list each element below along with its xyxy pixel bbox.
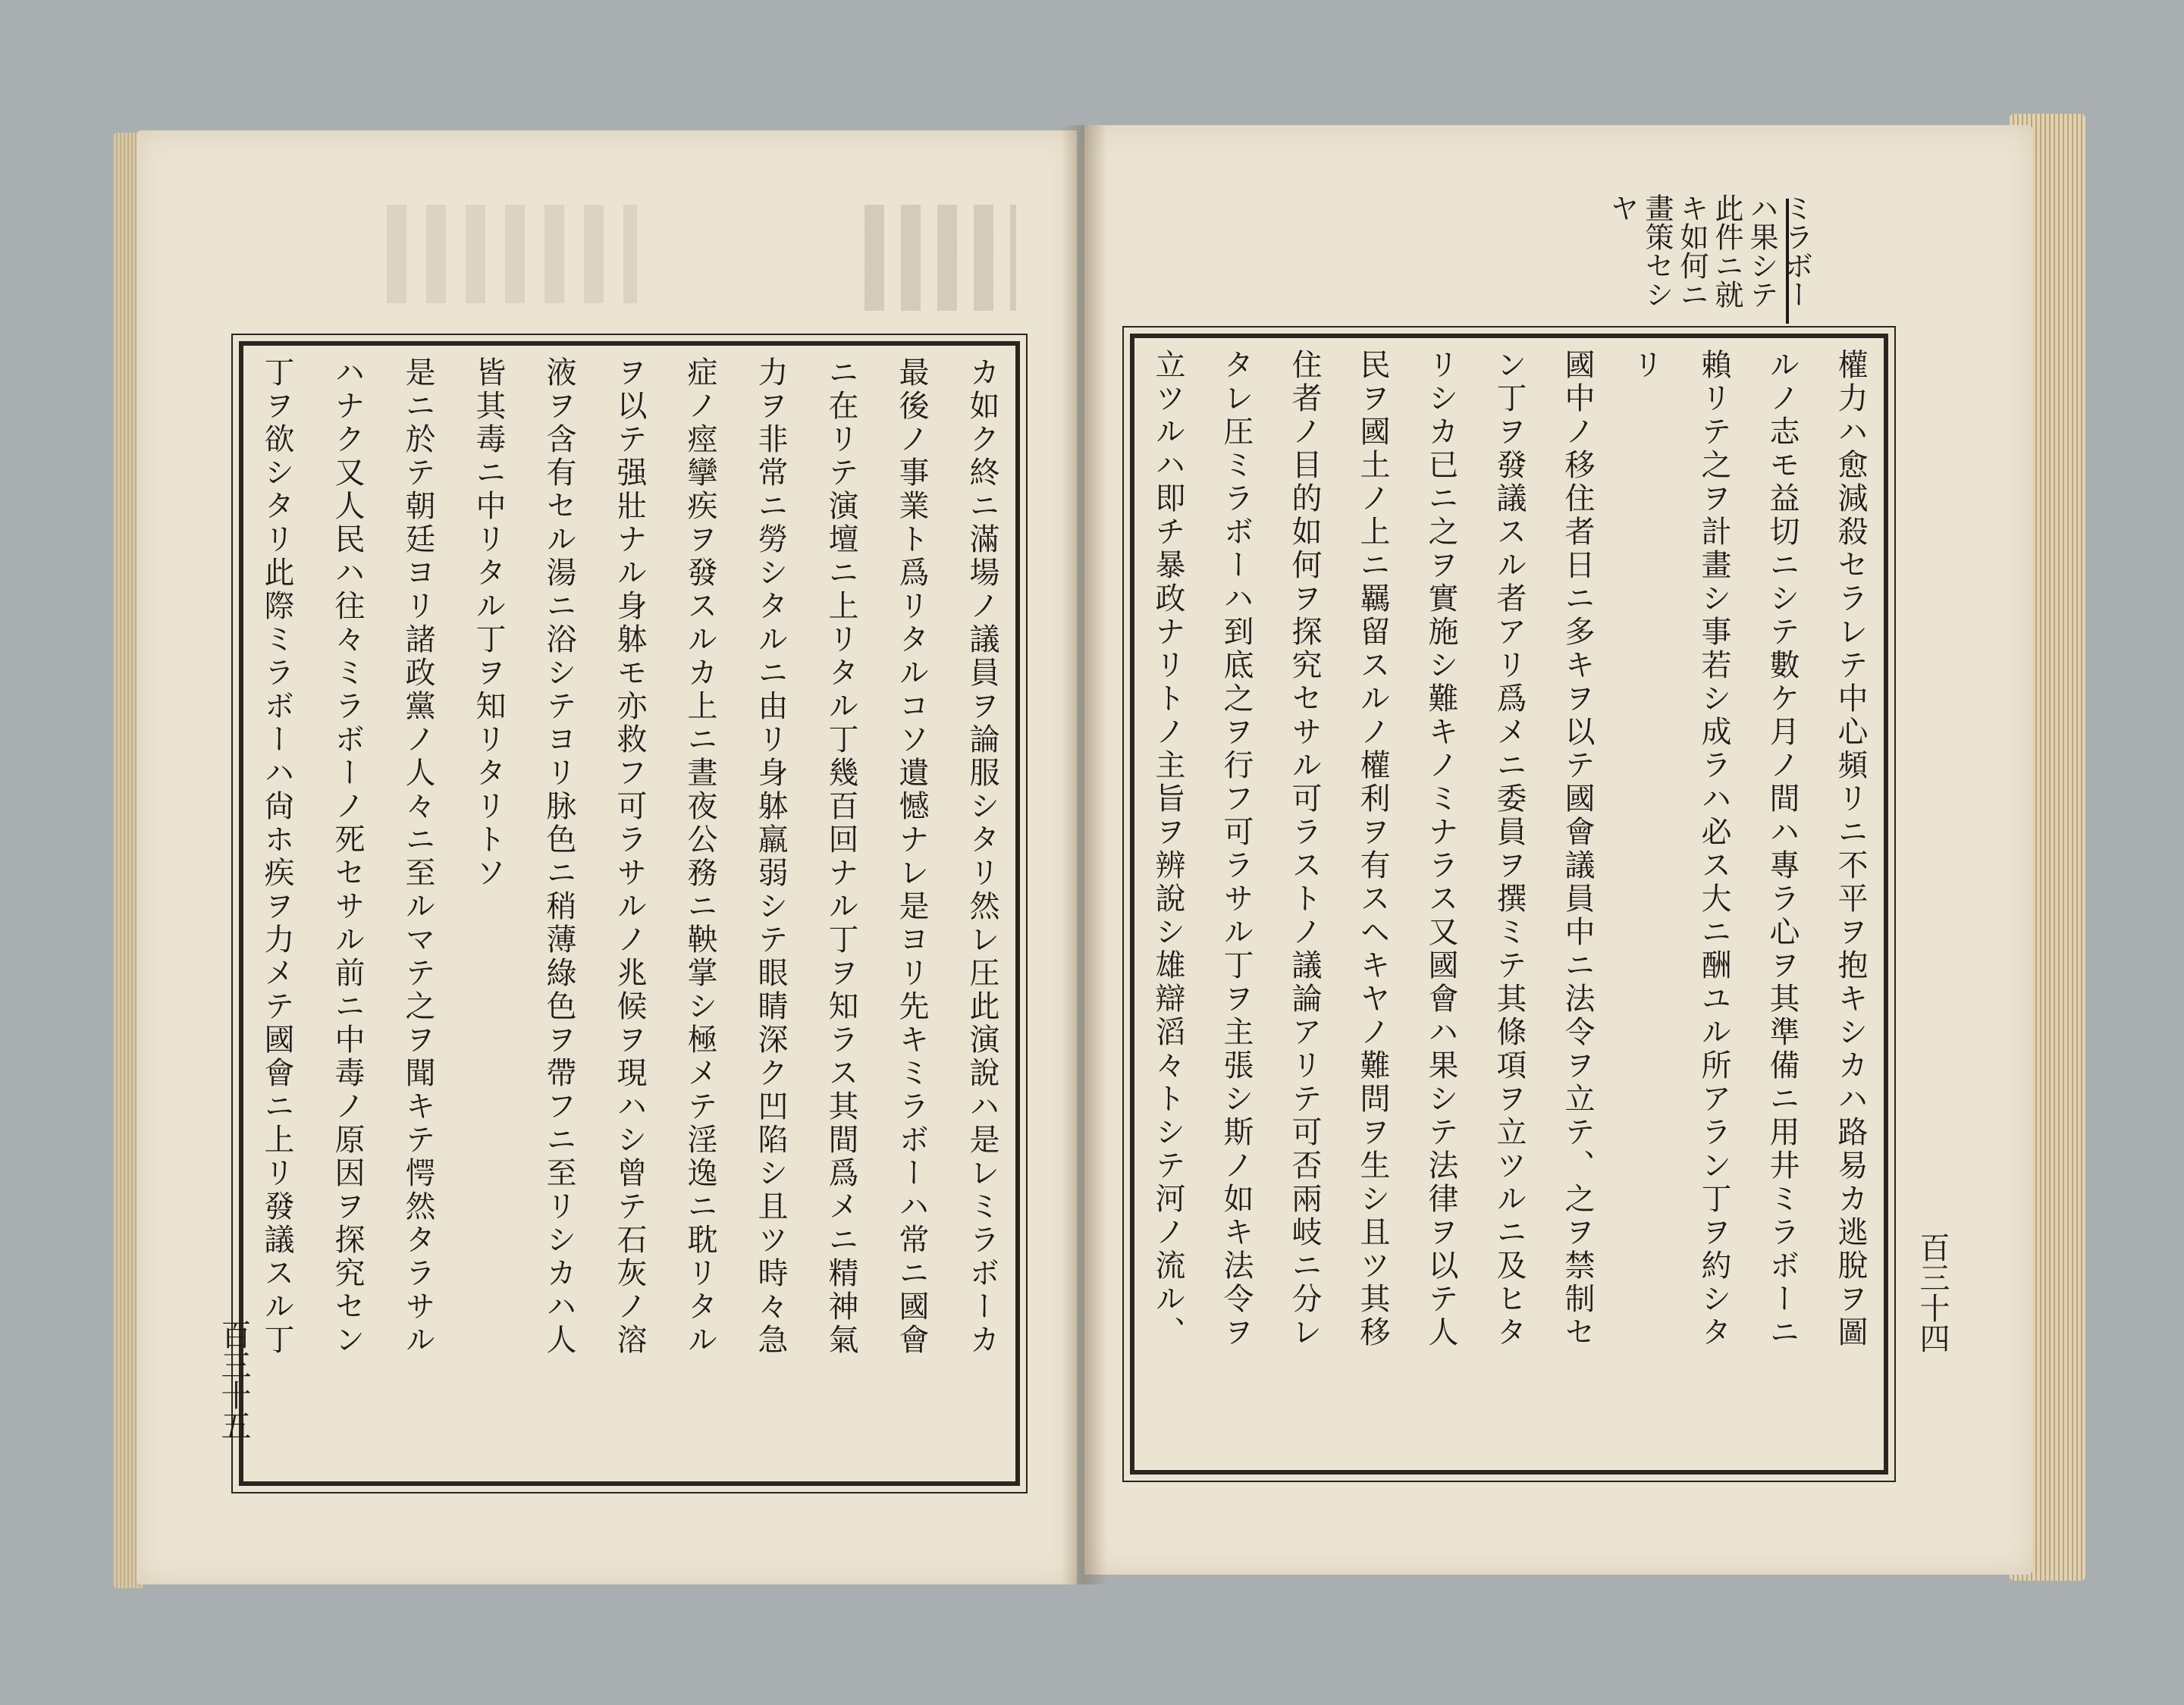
text-column: 最後ノ事業ト爲リタルコソ遺憾ナレ是ヨリ先キミラボーハ常ニ國會 xyxy=(894,356,929,1357)
page-number-left: 百三十五 xyxy=(216,1319,251,1440)
text-column: 力ヲ非常ニ勞シタルニ由リ身躰羸弱シテ眼睛深ク凹陷シ且ツ時々急 xyxy=(753,356,788,1357)
book-gutter xyxy=(1062,125,1107,1584)
text-column: リシカ已ニ之ヲ實施シ難キノミナラス又國會ハ果シテ法律ヲ以テ人 xyxy=(1423,349,1458,1349)
page-number-right: 百三十四 xyxy=(1915,1232,1950,1353)
text-column: タレ圧ミラボーハ到底之ヲ行フ可ラサル丁ヲ主張シ斯ノ如キ法令ヲ xyxy=(1219,349,1254,1349)
text-column: ニ在リテ演壇ニ上リタル丁幾百回ナル丁ヲ知ラス其間爲メニ精神氣 xyxy=(824,356,858,1357)
margin-heading xyxy=(1605,193,1813,326)
text-column: ハナク又人民ハ往々ミラボーノ死セサル前ニ中毒ノ原因ヲ探究セン xyxy=(330,356,365,1357)
text-column: 住者ノ目的如何ヲ探究セサル可ラストノ議論アリテ可否兩岐ニ分レ xyxy=(1287,349,1322,1349)
margin-heading-line: キ如何ニ xyxy=(1675,193,1709,309)
text-column: ン丁ヲ發議スル者アリ爲メニ委員ヲ撰ミテ其條項ヲ立ツルニ及ヒタ xyxy=(1492,349,1527,1349)
text-column: 液ヲ含有セル湯ニ浴シテヨリ脉色ニ稍薄綠色ヲ帶フニ至リシカハ人 xyxy=(541,356,576,1357)
margin-heading-line: 畫策セシ xyxy=(1640,193,1674,309)
text-column: カ如ク終ニ滿場ノ議員ヲ論服シタリ然レ圧此演說ハ是レミラボーカ xyxy=(965,356,999,1357)
left-text-columns xyxy=(259,356,999,1471)
text-column: 皆其毒ニ中リタル丁ヲ知リタリトソ xyxy=(471,356,506,890)
text-column: 是ニ於テ朝廷ヨリ諸政黨ノ人々ニ至ルマテ之ヲ聞キテ愕然タラサル xyxy=(400,356,435,1357)
margin-heading-line: ミラボー xyxy=(1780,193,1813,309)
text-column: 權力ハ愈減殺セラレテ中心頻リニ不平ヲ抱キシカハ路易カ逃脫ヲ圖 xyxy=(1833,349,1868,1349)
text-column: 國中ノ移住者日ニ多キヲ以テ國會議員中ニ法令ヲ立テ、之ヲ禁制セ xyxy=(1560,349,1595,1349)
text-column: ヲ以テ强壯ナル身躰モ亦救フ可ラサルノ兆候ヲ現ハシ曾テ石灰ノ溶 xyxy=(612,356,647,1357)
text-column: 症ノ痙攣疾ヲ發スルカ上ニ晝夜公務ニ鞅掌シ極メテ淫逸ニ耽リタル xyxy=(682,356,717,1357)
text-column: 丁ヲ欲シタリ此際ミラボーハ尙ホ疾ヲ力メテ國會ニ上リ發議スル丁 xyxy=(259,356,294,1357)
margin-heading-line: ハ果シテ xyxy=(1745,193,1778,309)
text-column: リ xyxy=(1628,349,1663,382)
right-text-columns xyxy=(1150,349,1868,1463)
text-column: ルノ志モ益切ニシテ數ケ月ノ間ハ專ラ心ヲ其準備ニ用井ミラボーニ xyxy=(1765,349,1800,1349)
text-column: 民ヲ國土ノ上ニ羈留スルノ權利ヲ有スヘキヤノ難問ヲ生シ且ツ其移 xyxy=(1355,349,1390,1349)
margin-heading-line: 此件ニ就 xyxy=(1710,193,1743,309)
margin-heading-line: ヤ xyxy=(1605,193,1639,222)
bleed-through-marks xyxy=(864,205,1016,311)
text-column: 立ツルハ即チ暴政ナリトノ主旨ヲ辨說シ雄辯滔々トシテ河ノ流ル、 xyxy=(1150,349,1185,1349)
text-column: 賴リテ之ヲ計畫シ事若シ成ラハ必ス大ニ酬ユル所アラン丁ヲ約シタ xyxy=(1696,349,1731,1349)
bleed-through-marks xyxy=(387,205,637,303)
